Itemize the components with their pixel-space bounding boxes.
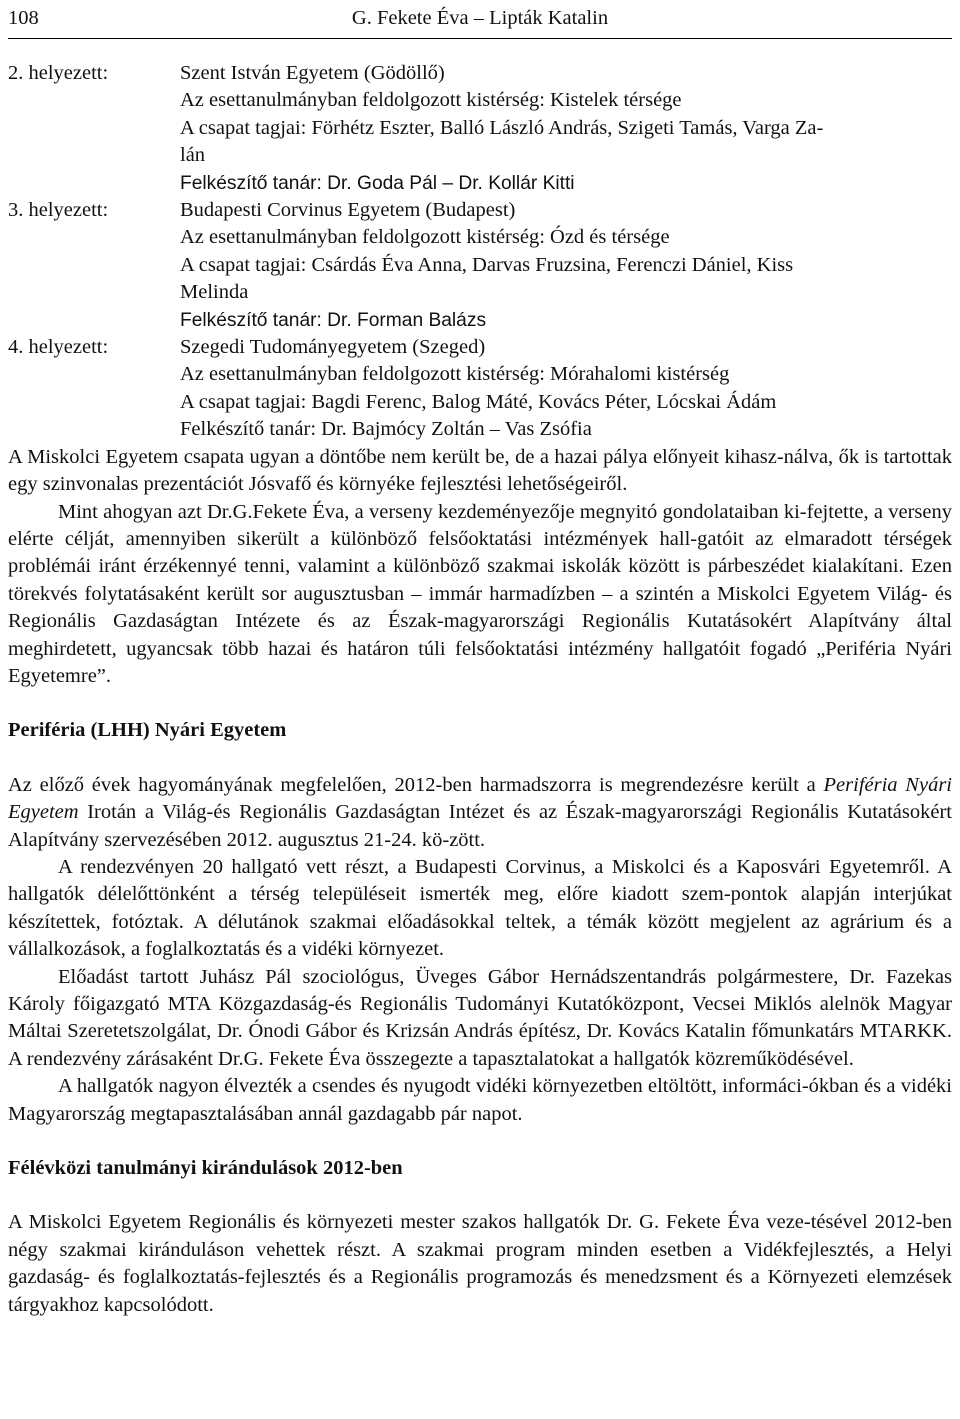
placement-university: Szegedi Tudományegyetem (Szeged) — [180, 336, 486, 359]
section-heading-summer-university: Periféria (LHH) Nyári Egyetem — [8, 719, 287, 742]
paragraph-participants: A rendezvényen 20 hallgató vett részt, a Budapesti Corvinus, a Miskolci és a Kaposvári Egyetemről. A hallgatók délelőttönként a térség településeit ismerték meg, előre kiadott szem-pontok alapján interjúkat készítettek, fotóztak. A délutánok szakmai előadásokkal teltek, a témák között megjelent az agrárium és a vállalkozások, a foglalkoztatás és a vidéki környezet. — [8, 855, 952, 961]
placement-label: 4. helyezett: — [8, 336, 109, 359]
placement-label: 2. helyezett: — [8, 62, 109, 84]
placement-4 — [8, 334, 952, 444]
placement-region: Az esettanulmányban feldolgozott kistérség: Mórahalomi kistérség — [180, 363, 730, 386]
running-title: G. Fekete Éva – Lipták Katalin — [351, 7, 609, 29]
section-heading-study-trips: Félévközi tanulmányi kirándulások 2012-ben — [8, 1157, 403, 1180]
summer-text-start: Az előző évek hagyományának megfelelően, 2012-ben harmadszorra is megrendezésre került a — [8, 773, 816, 796]
placement-details — [180, 334, 952, 444]
placement-label: 3. helyezett: — [8, 199, 109, 222]
placement-region: Az esettanulmányban feldolgozott kistérség: Ózd és térsége — [180, 226, 670, 249]
placement-university: Szent István Egyetem (Gödöllő) — [180, 62, 445, 84]
placement-members-cont: lán — [180, 144, 206, 167]
placement-details — [180, 60, 952, 197]
placement-2 — [8, 60, 952, 197]
placement-region: Az esettanulmányban feldolgozott kistérség: Kistelek térsége — [180, 89, 682, 112]
placement-details — [180, 197, 952, 334]
paragraph-lecturers: Előadást tartott Juhász Pál szociológus, Üveges Gábor Hernádszentandrás polgármestere, Dr. Fazekas Károly főigazgató MTA Közgazdaság-és Regionális Tudományi Kutatóközpont, Vecsei Miklós alelnök Magyar Máltai Szeretetszolgálat, Dr. Ónodi Gábor és Krizsán András építész, Dr. Kovács Katalin főmunkatárs MTARKK. A rendezvény zárásaként Dr.G. Fekete Éva összegezte a tapasztalatokat a hallgatók közreműködésével. — [8, 965, 952, 1070]
placement-members: A csapat tagjai: Bagdi Ferenc, Balog Máté, Kovács Péter, Lócskai Ádám — [180, 390, 777, 413]
summer-text-end: Irotán a Világ-és Regionális Gazdaságtan Intézet és az Észak-magyarországi Regionális Kutatásokért Alapítvány szervezésében 2012. augusztus 21-24. kö-zött. — [8, 801, 952, 851]
paragraph-miskolc: A Miskolci Egyetem csapata ugyan a döntőbe nem került be, de a hazai pálya előnyeit kihasz-nálva, ők is tartottak egy szinvonalas prezentációt Jósvafő és környéke fejlesztési lehetőségeiről. — [8, 445, 952, 496]
running-header — [8, 4, 952, 32]
page-number: 108 — [8, 7, 39, 29]
paragraph-study-trips: A Miskolci Egyetem Regionális és környezeti mester szakos hallgatók Dr. G. Fekete Éva veze-tésével 2012-ben négy szakmai kiránduláson vehettek részt. A szakmai program minden esetben a Vidékfejlesztés, a Helyi gazdaság- és foglalkoztatás-fejlesztés és a Regionális programozás és menedzsment és a Környezeti elemzések tárgyakhoz kapcsolódott. — [8, 1211, 952, 1316]
paragraph-intro: Mint ahogyan azt Dr.G.Fekete Éva, a verseny kezdeményezője megnyitó gondolataiban ki-fejtette, a verseny elérte célját, amennyiben sikerült a különböző felsőoktatási intézmények hall-gatóit az elmaradott térségek problémái iránt érzékennyé tenni, valamint a különböző szakmai iskolák között is párbeszédet kialakítani. Ezen törekvés folytatásaként került sor augusztusban – immár harmadízben – a szintén a Miskolci Egyetem Világ- és Regionális Gazdaságtan Intézete és az Észak-magyarországi Regionális Kutatásokért Alapítvány által meghirdetett, ugyancsak több hazai és határon túli felsőoktatási intézmény hallgatóit fogadó „Periféria Nyári Egyetemre”. — [8, 500, 952, 687]
placement-3 — [8, 197, 952, 334]
placement-teacher: Felkészítő tanár: Dr. Bajmócy Zoltán – Vas Zsófia — [180, 418, 592, 441]
page-content — [8, 60, 952, 1319]
placement-university: Budapesti Corvinus Egyetem (Budapest) — [180, 199, 516, 222]
placement-teacher: Felkészítő tanár: Dr. Forman Balázs — [180, 309, 487, 331]
paragraph-summer-university — [8, 772, 952, 854]
placement-members-cont: Melinda — [180, 281, 249, 304]
placement-teacher: Felkészítő tanár: Dr. Goda Pál – Dr. Kollár Kitti — [180, 172, 575, 194]
summer-event-name: Periféria Nyári Egyetem — [8, 773, 952, 824]
placement-members: A csapat tagjai: Csárdás Éva Anna, Darvas Fruzsina, Ferenczi Dániel, Kiss — [180, 253, 794, 276]
placement-members: A csapat tagjai: Förhétz Eszter, Balló László András, Szigeti Tamás, Varga Za- — [180, 116, 824, 139]
paragraph-experience: A hallgatók nagyon élvezték a csendes és nyugodt vidéki környezetben eltöltött, informáci-ókban és a vidéki Magyarország megtapasztalásában annál gazdagabb pár napot. — [8, 1075, 952, 1125]
header-divider — [8, 38, 952, 39]
